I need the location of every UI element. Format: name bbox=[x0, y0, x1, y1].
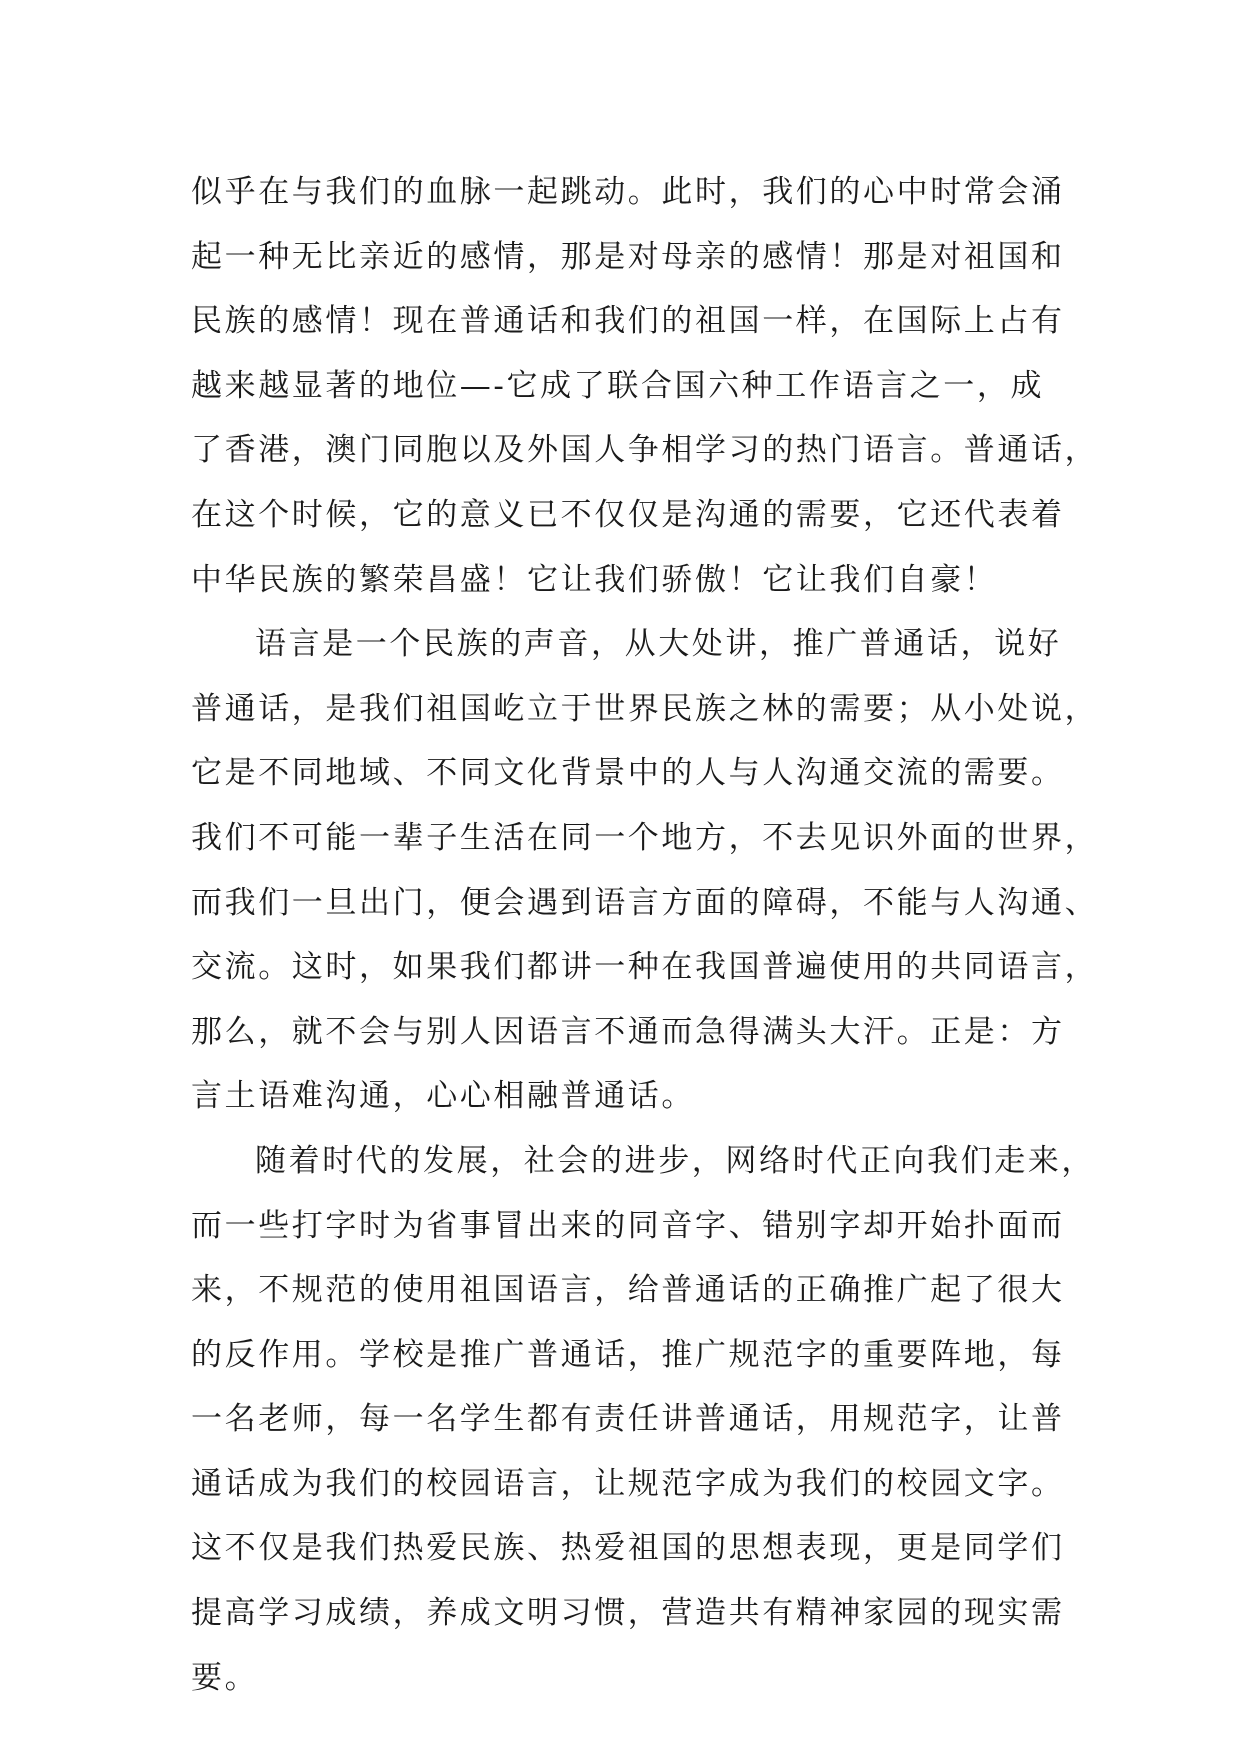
paragraph-first-line: 随着时代的发展，社会的进步，网络时代正向我们走来， bbox=[255, 1142, 1095, 1179]
text-line: 言土语难沟通，心心相融普通话。 bbox=[191, 1078, 695, 1115]
text-line: 提高学习成绩，养成文明习惯，营造共有精神家园的现实需 bbox=[191, 1595, 1065, 1632]
text-line: 似乎在与我们的血脉一起跳动。此时，我们的心中时常会涌 bbox=[191, 174, 1065, 210]
paragraph-first-line: 语言是一个民族的声音，从大处讲，推广普通话，说好 bbox=[255, 626, 1062, 663]
text-line: 越来越显著的地位—-它成了联合国六种工作语言之一，成 bbox=[191, 367, 1045, 404]
text-line: 通话成为我们的校园语言，让规范字成为我们的校园文字。 bbox=[191, 1465, 1065, 1502]
text-line: 起一种无比亲近的感情，那是对母亲的感情！那是对祖国和 bbox=[191, 238, 1065, 275]
text-line: 民族的感情！现在普通话和我们的祖国一样，在国际上占有 bbox=[191, 303, 1065, 340]
text-line: 要。 bbox=[191, 1659, 259, 1696]
text-line: 了香港，澳门同胞以及外国人争相学习的热门语言。普通话， bbox=[191, 432, 1099, 469]
text-line: 中华民族的繁荣昌盛！它让我们骄傲！它让我们自豪！ bbox=[191, 561, 998, 598]
text-line: 而我们一旦出门，便会遇到语言方面的障碍，不能与人沟通、 bbox=[191, 884, 1099, 921]
text-line: 那么，就不会与别人因语言不通而急得满头大汗。正是：方 bbox=[191, 1013, 1065, 1050]
text-line: 在这个时候，它的意义已不仅仅是沟通的需要，它还代表着 bbox=[191, 496, 1065, 533]
text-line: 来，不规范的使用祖国语言，给普通话的正确推广起了很大 bbox=[191, 1272, 1065, 1309]
text-line: 一名老师，每一名学生都有责任讲普通话，用规范字，让普 bbox=[191, 1401, 1065, 1438]
text-line: 它是不同地域、不同文化背景中的人与人沟通交流的需要。 bbox=[191, 755, 1065, 792]
text-line: 我们不可能一辈子生活在同一个地方，不去见识外面的世界， bbox=[191, 819, 1099, 856]
text-line: 而一些打字时为省事冒出来的同音字、错别字却开始扑面而 bbox=[191, 1207, 1065, 1244]
text-line: 交流。这时，如果我们都讲一种在我国普遍使用的共同语言， bbox=[191, 949, 1099, 986]
text-line: 的反作用。学校是推广普通话，推广规范字的重要阵地，每 bbox=[191, 1336, 1065, 1373]
text-line: 这不仅是我们热爱民族、热爱祖国的思想表现，更是同学们 bbox=[191, 1530, 1065, 1567]
text-line: 普通话，是我们祖国屹立于世界民族之林的需要；从小处说， bbox=[191, 690, 1099, 727]
document-body bbox=[191, 160, 1099, 1710]
